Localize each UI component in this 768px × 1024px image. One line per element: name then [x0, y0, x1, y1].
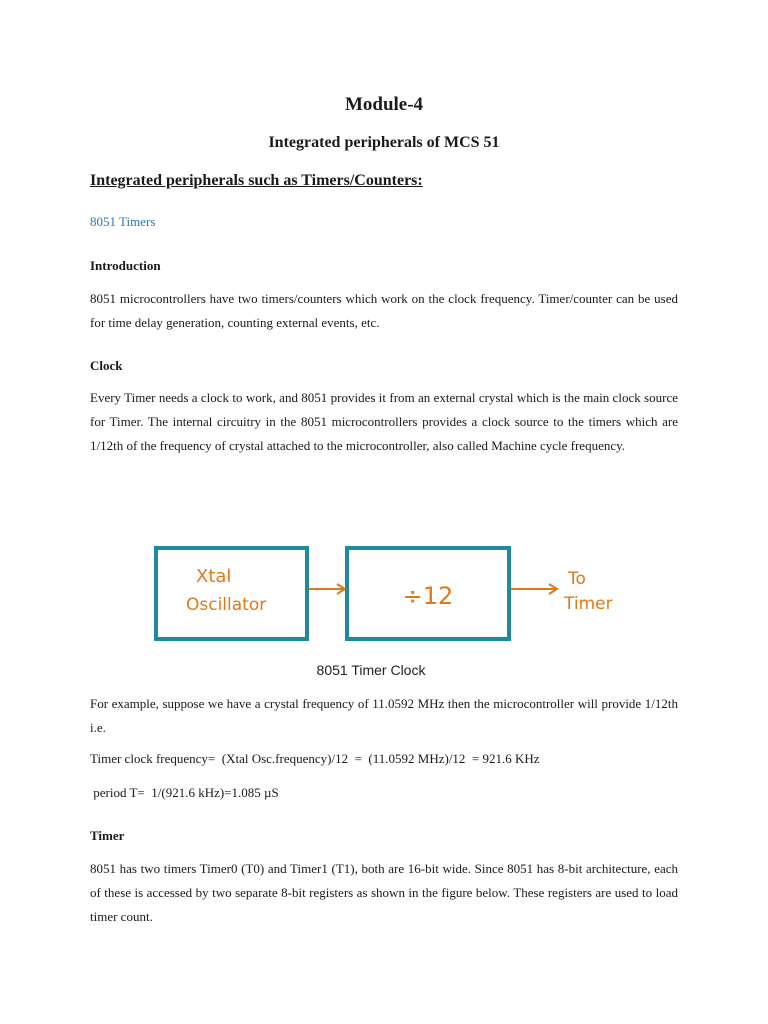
oscillator-label: Oscillator — [186, 595, 267, 615]
timer-label: Timer — [564, 594, 613, 614]
clock-paragraph: Every Timer needs a clock to work, and 8051 provides it from an external crystal which is the main clock source for Timer. The internal circuitry in the 8051 microcontrollers provides a clock source to the timers which are 1/12th of the frequency of crystal attached to the microcontroller, also called Machine cycle frequency. — [90, 390, 678, 453]
figure-caption: 8051 Timer Clock — [316, 662, 426, 678]
timer-paragraph: 8051 has two timers Timer0 (T0) and Timer1 (T1), both are 16-bit wide. Since 8051 has 8-bit architecture, each of these is accessed by two separate 8-bit registers as shown in the figure below. These registers are used to load timer count. — [90, 861, 678, 924]
timers-link[interactable]: 8051 Timers — [90, 214, 156, 229]
section-heading: Integrated peripherals such as Timers/Counters: — [90, 172, 423, 189]
intro-paragraph: 8051 microcontrollers have two timers/counters which work on the clock frequency. Timer/counter can be used for time delay generation, counting external events, etc. — [90, 291, 678, 330]
subtitle: Integrated peripherals of MCS 51 — [268, 134, 500, 151]
intro-heading: Introduction — [90, 258, 161, 273]
xtal-oscillator-box — [156, 548, 307, 639]
divide-by-12-label: ÷12 — [402, 582, 454, 610]
to-label: To — [568, 569, 586, 589]
timer-heading: Timer — [90, 828, 125, 843]
xtal-label: Xtal — [196, 566, 232, 587]
example-paragraph: For example, suppose we have a crystal frequency of 11.0592 MHz then the microcontroller will provide 1/12th i.e. — [90, 696, 678, 735]
period-formula: period T= 1/(921.6 kHz)=1.085 µS — [90, 785, 279, 800]
arrow-2-icon — [511, 584, 557, 594]
clock-heading: Clock — [90, 358, 123, 373]
timer-clock-formula: Timer clock frequency= (Xtal Osc.frequency)/12 = (11.0592 MHz)/12 = 921.6 KHz — [90, 751, 540, 766]
timer-clock-figure — [146, 526, 624, 682]
module-title: Module-4 — [344, 94, 424, 115]
timer-clock-diagram — [146, 526, 624, 682]
arrow-1-icon — [309, 584, 345, 594]
